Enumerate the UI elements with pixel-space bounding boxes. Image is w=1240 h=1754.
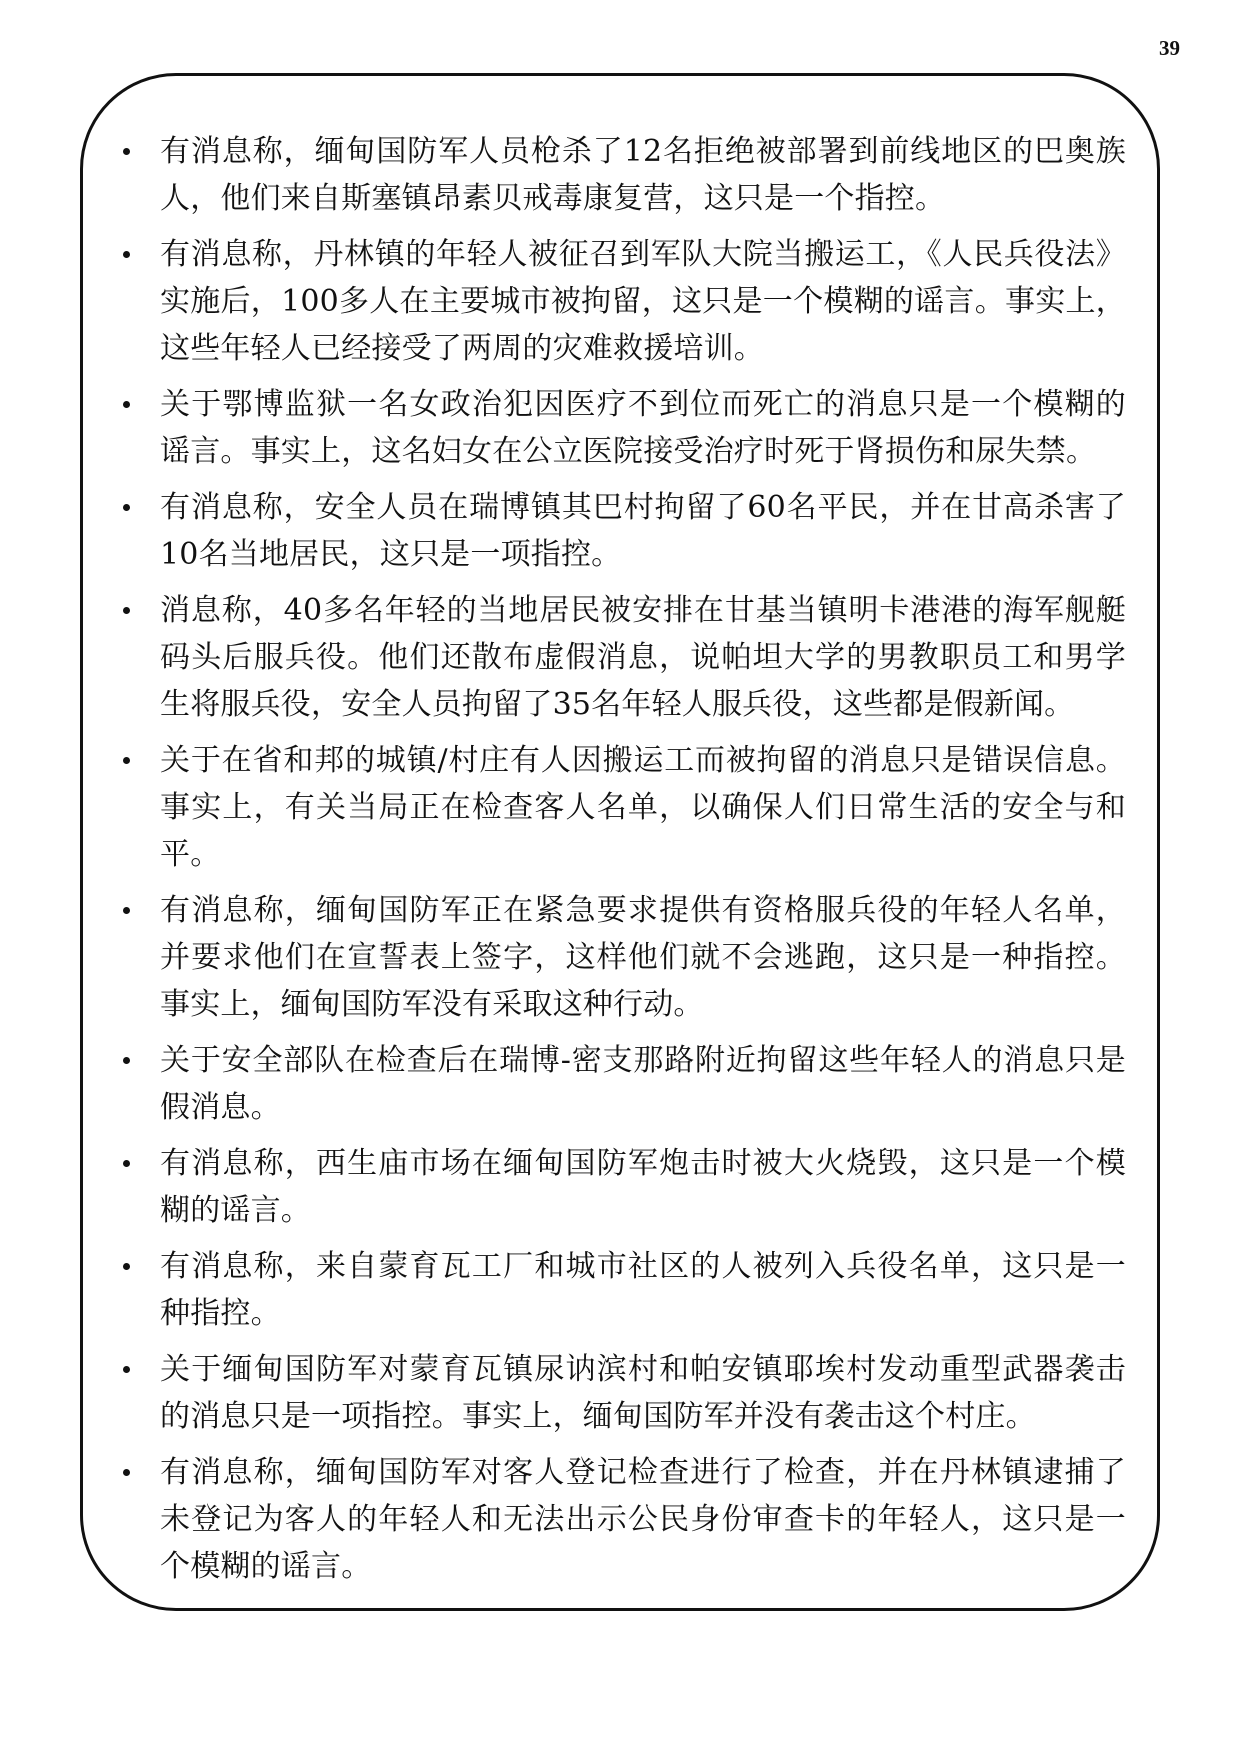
list-item <box>116 587 1126 728</box>
list-item <box>116 1449 1126 1590</box>
bullet-list <box>116 128 1126 1599</box>
bullet-icon <box>123 1263 130 1270</box>
list-item-text: 有消息称，缅甸国防军正在紧急要求提供有资格服兵役的年轻人名单，并要求他们在宣誓表上签字，这样他们就不会逃跑，这只是一种指控。事实上，缅甸国防军没有采取这种行动。 <box>160 893 1126 1022</box>
list-item <box>116 484 1126 578</box>
bullet-icon <box>123 757 130 764</box>
page-number: 39 <box>1159 36 1180 60</box>
list-item-text: 有消息称，丹林镇的年轻人被征召到军队大院当搬运工，《人民兵役法》实施后，100多人在主要城市被拘留，这只是一个模糊的谣言。事实上，这些年轻人已经接受了两周的灾难救援培训。 <box>160 237 1126 366</box>
list-item <box>116 1346 1126 1440</box>
list-item <box>116 887 1126 1028</box>
list-item-text: 消息称，40多名年轻的当地居民被安排在甘基当镇明卡港港的海军舰艇码头后服兵役。他们还散布虚假消息，说帕坦大学的男教职员工和男学生将服兵役，安全人员拘留了35名年轻人服兵役，这些都是假新闻。 <box>160 593 1126 722</box>
bullet-icon <box>123 1469 130 1476</box>
bullet-icon <box>123 504 130 511</box>
list-item-text: 有消息称，安全人员在瑞博镇其巴村拘留了60名平民，并在甘高杀害了10名当地居民，这只是一项指控。 <box>160 490 1126 572</box>
bullet-icon <box>123 1160 130 1167</box>
bullet-icon <box>123 907 130 914</box>
list-item <box>116 381 1126 475</box>
list-item-text: 关于在省和邦的城镇/村庄有人因搬运工而被拘留的消息只是错误信息。事实上，有关当局正在检查客人名单，以确保人们日常生活的安全与和平。 <box>160 743 1126 872</box>
list-item-text: 有消息称，西生庙市场在缅甸国防军炮击时被大火烧毁，这只是一个模糊的谣言。 <box>160 1146 1126 1228</box>
list-item-text: 关于缅甸国防军对蒙育瓦镇尿讷滨村和帕安镇耶埃村发动重型武器袭击的消息只是一项指控。事实上，缅甸国防军并没有袭击这个村庄。 <box>160 1352 1126 1434</box>
bullet-icon <box>123 1057 130 1064</box>
list-item-text: 关于安全部队在检查后在瑞博-密支那路附近拘留这些年轻人的消息只是假消息。 <box>160 1043 1126 1125</box>
list-item <box>116 128 1126 222</box>
list-item <box>116 1140 1126 1234</box>
list-item-text: 关于鄂博监狱一名女政治犯因医疗不到位而死亡的消息只是一个模糊的谣言。事实上，这名妇女在公立医院接受治疗时死于肾损伤和尿失禁。 <box>160 387 1126 469</box>
bullet-icon <box>123 251 130 258</box>
list-item-text: 有消息称，来自蒙育瓦工厂和城市社区的人被列入兵役名单，这只是一种指控。 <box>160 1249 1126 1331</box>
list-item-text: 有消息称，缅甸国防军人员枪杀了12名拒绝被部署到前线地区的巴奥族人，他们来自斯塞镇昂素贝戒毒康复营，这只是一个指控。 <box>160 134 1126 216</box>
list-item-text: 有消息称，缅甸国防军对客人登记检查进行了检查，并在丹林镇逮捕了未登记为客人的年轻人和无法出示公民身份审查卡的年轻人，这只是一个模糊的谣言。 <box>160 1455 1126 1584</box>
bullet-icon <box>123 148 130 155</box>
list-item <box>116 231 1126 372</box>
list-item <box>116 1037 1126 1131</box>
bullet-icon <box>123 401 130 408</box>
list-item <box>116 1243 1126 1337</box>
bullet-icon <box>123 607 130 614</box>
bullet-icon <box>123 1366 130 1373</box>
list-item <box>116 737 1126 878</box>
